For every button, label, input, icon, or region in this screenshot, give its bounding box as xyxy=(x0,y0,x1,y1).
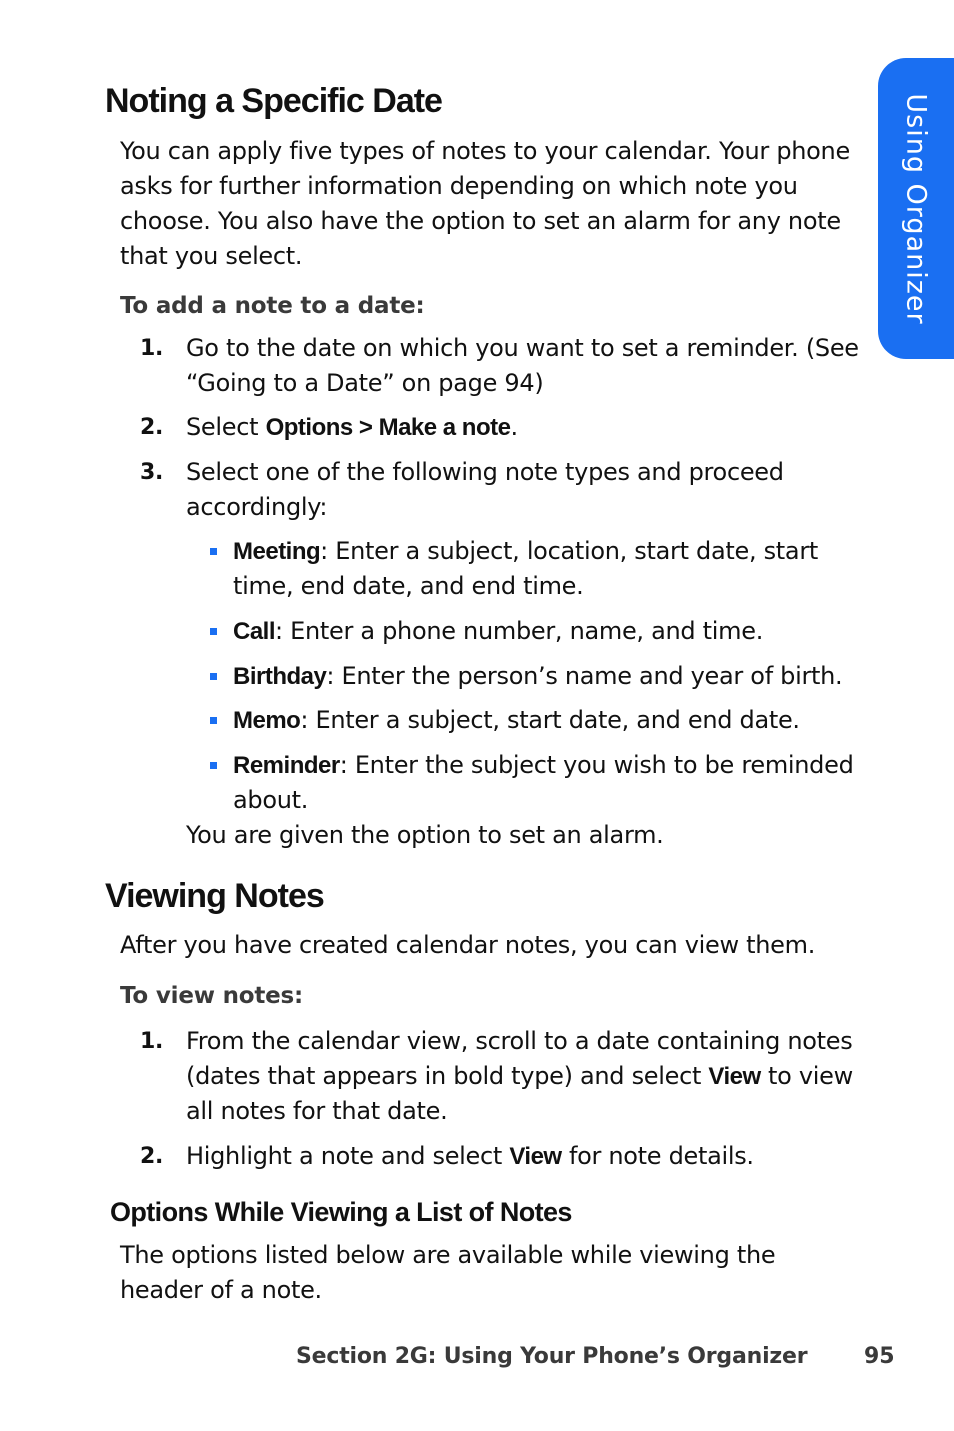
options-intro-paragraph: The options listed below are available while viewing the header of a note. xyxy=(120,1241,776,1304)
footer-section-title: Section 2G: Using Your Phone’s Organizer xyxy=(296,1344,808,1369)
bullet-call xyxy=(210,614,860,649)
step-text-part: Highlight a note and select xyxy=(186,1142,510,1170)
note-type-term: Meeting xyxy=(233,538,321,565)
step-text-part: Select xyxy=(186,413,266,441)
note-type-term: Reminder xyxy=(233,752,340,779)
square-bullet-icon xyxy=(210,717,217,724)
step-text xyxy=(186,1139,865,1174)
intro-paragraph: You can apply five types of notes to your calendar. Your phone asks for further information depending on which note you choose. You also have the option to set an alarm for any note that you select. xyxy=(120,137,850,270)
softkey-term: View xyxy=(708,1063,761,1090)
page-number: 95 xyxy=(864,1344,895,1369)
step-number: 1. xyxy=(140,1029,164,1054)
bullet-meeting xyxy=(210,534,860,604)
bullet-text xyxy=(233,659,860,694)
note-type-term: Call xyxy=(233,618,276,645)
step-number: 1. xyxy=(140,336,164,361)
bullet-memo xyxy=(210,703,860,738)
bullet-text xyxy=(233,748,860,818)
bullet-description: : Enter the subject you wish to be reminded about. xyxy=(233,751,854,814)
square-bullet-icon xyxy=(210,628,217,635)
menu-path-term: Options > Make a note xyxy=(265,414,511,441)
heading-options-list-of-notes: Options While Viewing a List of Notes xyxy=(110,1197,572,1227)
step-3 xyxy=(140,455,865,525)
step-number: 2. xyxy=(140,1144,164,1169)
step-text-part: From the calendar view, scroll to a date containing notes (dates that appears in bold type) and select xyxy=(186,1027,853,1090)
heading-noting-specific-date: Noting a Specific Date xyxy=(105,82,442,120)
note-type-term: Birthday xyxy=(233,663,327,690)
step-text: Select one of the following note types and proceed accordingly: xyxy=(186,458,784,521)
softkey-term: View xyxy=(509,1143,562,1170)
bullet-birthday xyxy=(210,659,860,694)
bullet-text xyxy=(233,534,860,604)
view-step-1 xyxy=(140,1024,865,1129)
view-step-2 xyxy=(140,1139,865,1174)
bullet-reminder xyxy=(210,748,860,818)
step-2 xyxy=(140,410,865,445)
heading-viewing-notes: Viewing Notes xyxy=(105,877,324,915)
bullet-description: : Enter the person’s name and year of birth. xyxy=(326,662,843,690)
note-type-term: Memo xyxy=(233,707,301,734)
step-text xyxy=(186,1024,865,1129)
bullet-text xyxy=(233,703,860,738)
bullet-text xyxy=(233,614,860,649)
square-bullet-icon xyxy=(210,673,217,680)
bullet-description: : Enter a subject, start date, and end date. xyxy=(300,706,800,734)
bullet-description: : Enter a subject, location, start date, start time, end date, and end time. xyxy=(233,537,819,600)
bullet-description: : Enter a phone number, name, and time. xyxy=(275,617,764,645)
procedure-subhead-view-notes: To view notes: xyxy=(120,983,304,1009)
step-text-part: to view all notes for that date. xyxy=(186,1062,853,1125)
step-number: 3. xyxy=(140,460,164,485)
section-side-tab xyxy=(878,58,954,359)
side-tab-label: Using Organizer xyxy=(900,92,932,325)
square-bullet-icon xyxy=(210,548,217,555)
step-text xyxy=(186,410,865,445)
step-text: Go to the date on which you want to set a reminder. (See “Going to a Date” on page 94) xyxy=(186,334,859,397)
step-text-part: . xyxy=(510,413,518,441)
step-number: 2. xyxy=(140,415,164,440)
alarm-note-text: You are given the option to set an alarm. xyxy=(186,821,664,849)
step-1 xyxy=(140,331,865,401)
viewing-intro-paragraph: After you have created calendar notes, you can view them. xyxy=(120,931,816,959)
procedure-subhead-add-note: To add a note to a date: xyxy=(120,293,425,319)
step-text-part: for note details. xyxy=(561,1142,754,1170)
alarm-note xyxy=(140,818,865,853)
square-bullet-icon xyxy=(210,762,217,769)
